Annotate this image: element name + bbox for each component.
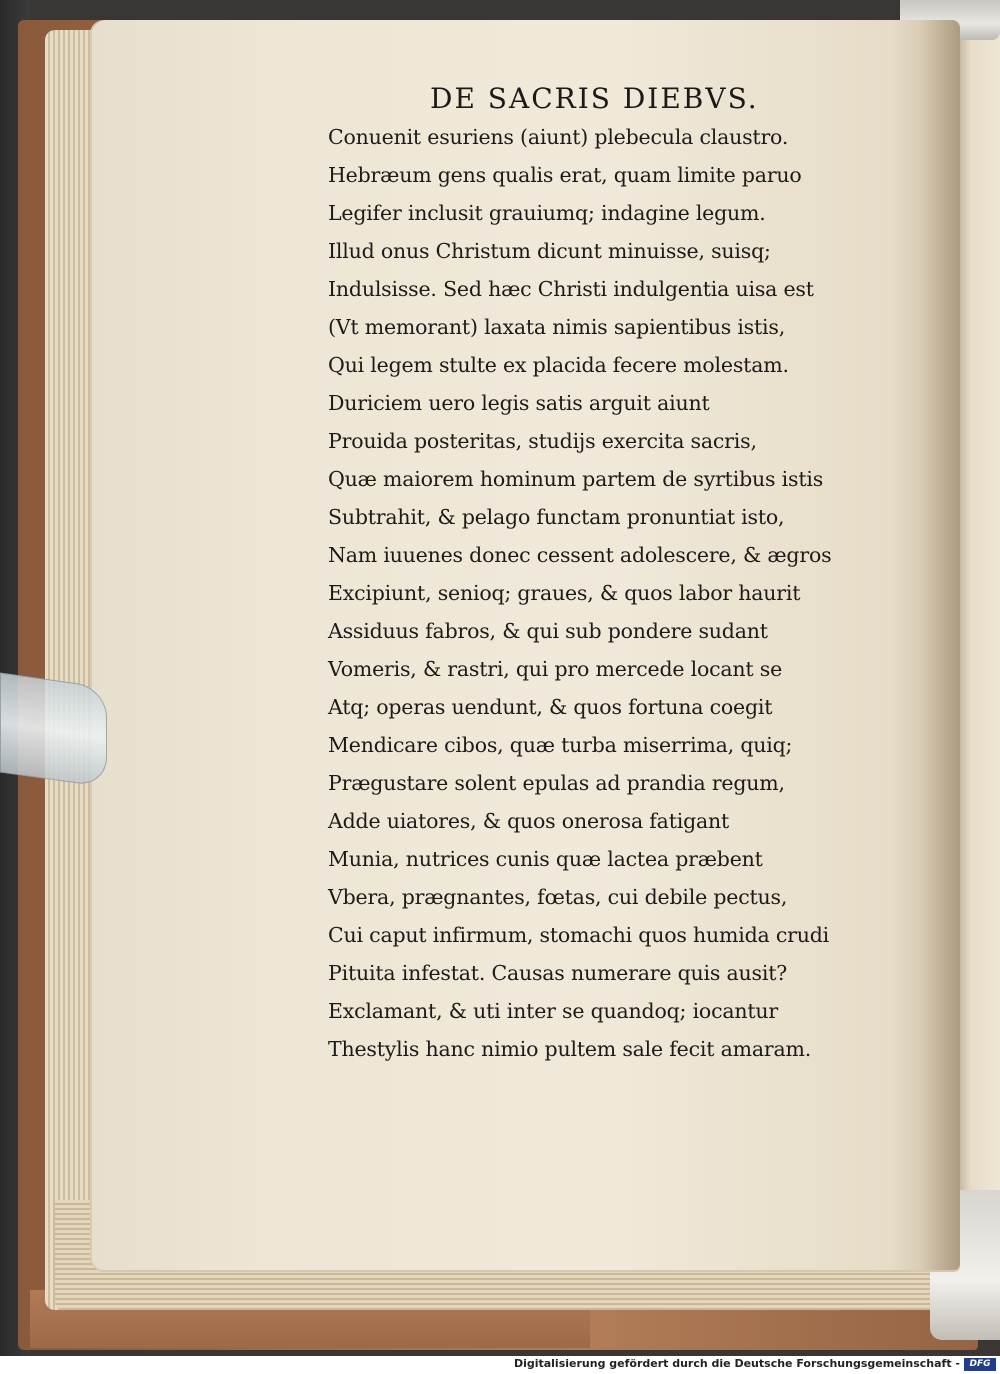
verse-line: Indulsisse. Sed hæc Christi indulgentia uisa est — [328, 277, 814, 301]
verse-line: Prægustare solent epulas ad prandia regum, — [328, 771, 785, 795]
verse-line: Qui legem stulte ex placida fecere molestam. — [328, 353, 789, 377]
verse-line: Conuenit esuriens (aiunt) plebecula claustro. — [328, 125, 789, 149]
verse-line: Legifer inclusit grauiumq; indagine legum. — [328, 201, 766, 225]
running-head: DE SACRIS DIEBVS. — [430, 82, 759, 115]
verse-line: Munia, nutrices cunis quæ lactea præbent — [328, 847, 763, 871]
verse-line: Exclamant, & uti inter se quandoq; iocantur — [328, 999, 779, 1023]
verse-line: Assiduus fabros, & qui sub pondere sudant — [328, 619, 768, 643]
verse-line: Duriciem uero legis satis arguit aiunt — [328, 391, 710, 415]
footer-bar — [0, 1356, 1000, 1374]
page-holder-clip — [0, 672, 107, 787]
verse-line: Adde uiatores, & quos onerosa fatigant — [328, 809, 730, 833]
verse-text — [328, 118, 888, 1068]
facing-page-edge — [955, 30, 1000, 1330]
verse-line: Thestylis hanc nimio pultem sale fecit amaram. — [328, 1037, 812, 1061]
verse-line: Nam iuuenes donec cessent adolescere, & ægros — [328, 543, 832, 567]
dfg-logo: DFG — [964, 1358, 996, 1371]
verse-line: Mendicare cibos, quæ turba miserrima, quiq; — [328, 733, 793, 757]
verse-line: Hebræum gens qualis erat, quam limite paruo — [328, 163, 802, 187]
verse-line: Vbera, prægnantes, fœtas, cui debile pectus, — [328, 885, 788, 909]
verse-line: Atq; operas uendunt, & quos fortuna coegit — [328, 695, 773, 719]
verse-line: Prouida posteritas, studijs exercita sacris, — [328, 429, 757, 453]
verse-line: Excipiunt, senioq; graues, & quos labor haurit — [328, 581, 801, 605]
verse-line: Quæ maiorem hominum partem de syrtibus istis — [328, 467, 824, 491]
verse-line: Subtrahit, & pelago functam pronuntiat isto, — [328, 505, 785, 529]
verse-line: Vomeris, & rastri, qui pro mercede locant se — [328, 657, 783, 681]
verse-line: Illud onus Christum dicunt minuisse, suisq; — [328, 239, 771, 263]
verse-line: Pituita infestat. Causas numerare quis ausit? — [328, 961, 788, 985]
verse-line: (Vt memorant) laxata nimis sapientibus istis, — [328, 315, 786, 339]
digitization-credit: Digitalisierung gefördert durch die Deutsche Forschungsgemeinschaft - — [513, 1357, 960, 1370]
verse-line: Cui caput infirmum, stomachi quos humida crudi — [328, 923, 830, 947]
